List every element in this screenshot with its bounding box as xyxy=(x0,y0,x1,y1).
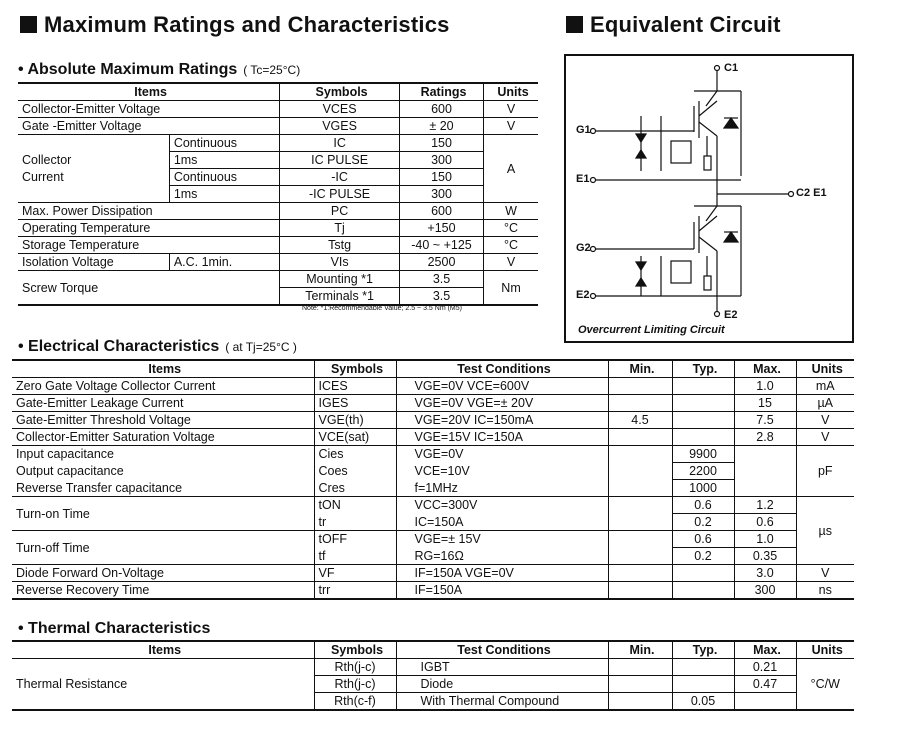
electrical-table: Items Symbols Test Conditions Min. Typ. Max. Units Zero Gate Voltage Collector Current ICES VGE=0V VCE=600V 1.0 mA Gate-Emitter Leakage Current IGES VGE=0V VGE=± 20V 15 µA Gate-Emitter Threshold Voltage VGE(th) VGE=20V IC=150mA 4.5 7.5 V Collector-Emitter Saturation Voltage VCE(sat) VGE=15V IC=150A 2.8 V Input capacitance Cies VGE=0V 9900 pF Output capacitance Coes VCE=10V 2200 Reverse Transfer capacitance Cres f=1MHz 1000 Turn-on Time tON VCC=300V 0.6 1.2 µs tr IC=150A 0.2 0.6 Turn-off Time tOFF VGE=± 15V 0.6 1.0 tf RG=16Ω 0.2 0.35 Diode Forward On-Voltage VF IF=150A VGE=0V 3.0 V Reverse Recovery Time trr IF=150A 300 ns xyxy=(12,359,854,600)
table-row: 1ms -IC PULSE 300 xyxy=(18,186,538,203)
note: Note: *1:Recommendable Value; 2.5 ~ 3.5 Nm (M5) xyxy=(302,305,462,312)
table-row: tr IC=150A 0.2 0.6 xyxy=(12,514,854,531)
table-row: Collector Current Continuous IC 150 A xyxy=(18,135,538,152)
terminal-c1: C1 xyxy=(724,62,739,74)
table-row: Collector-Emitter Voltage VCES 600 V xyxy=(18,101,538,118)
table-row: Thermal Resistance Rth(j-c) IGBT 0.21 °C/W xyxy=(12,659,854,676)
electrical-title: • Electrical Characteristics ( at Tj=25°C ) xyxy=(18,338,297,355)
overcurrent-label: Overcurrent Limiting Circuit xyxy=(578,324,725,336)
table-row: Max. Power Dissipation PC 600 W xyxy=(18,203,538,220)
abs-max-table xyxy=(18,82,538,306)
max-ratings-title: Maximum Ratings and Characteristics xyxy=(20,12,450,38)
table-row: Gate-Emitter Leakage Current IGES VGE=0V VGE=± 20V 15 µA xyxy=(12,395,854,412)
table-row: Diode Forward On-Voltage VF IF=150A VGE=0V 3.0 V xyxy=(12,565,854,582)
table-row: Rth(c-f) With Thermal Compound 0.05 xyxy=(12,693,854,711)
table-row: Terminals *1 3.5 xyxy=(18,288,538,306)
table-row: Zero Gate Voltage Collector Current ICES VGE=0V VCE=600V 1.0 mA xyxy=(12,378,854,395)
equivalent-circuit-diagram xyxy=(564,54,854,343)
thermal-table: Items Symbols Test Conditions Min. Typ. Max. Units Thermal Resistance Rth(j-c) IGBT 0.21 °C/W Rth(j-c) Diode 0.47 Rth(c-f) With Thermal Compound 0.05 xyxy=(12,640,854,711)
terminal-g1: G1 xyxy=(576,124,591,136)
terminal-g2: G2 xyxy=(576,242,591,254)
terminal-e1: E1 xyxy=(576,173,590,185)
table-row: Screw Torque Mounting *1 3.5 Nm xyxy=(18,271,538,288)
table-row: Rth(j-c) Diode 0.47 xyxy=(12,676,854,693)
terminal-c2e1: C2 E1 xyxy=(796,187,827,199)
col-items: Items xyxy=(18,83,280,101)
table-row: Isolation Voltage A.C. 1min. VIs 2500 V xyxy=(18,254,538,271)
table-row: 1ms IC PULSE 300 xyxy=(18,152,538,169)
table-row: Input capacitance Cies VGE=0V 9900 pF xyxy=(12,446,854,463)
col-symbols: Symbols xyxy=(280,83,400,101)
table-row: Turn-on Time tON VCC=300V 0.6 1.2 µs xyxy=(12,497,854,514)
table-row: Continuous -IC 150 xyxy=(18,169,538,186)
table-row: Reverse Transfer capacitance Cres f=1MHz 1000 xyxy=(12,480,854,497)
terminal-e2: E2 xyxy=(576,289,590,301)
abs-max-title: • Absolute Maximum Ratings ( Tc=25°C) xyxy=(18,61,301,78)
table-row: tf RG=16Ω 0.2 0.35 xyxy=(12,548,854,565)
col-units: Units xyxy=(484,83,538,101)
equivalent-circuit-title: Equivalent Circuit xyxy=(566,12,781,38)
table-row: Reverse Recovery Time trr IF=150A 300 ns xyxy=(12,582,854,600)
square-bullet-icon xyxy=(566,16,583,33)
table-row: Collector-Emitter Saturation Voltage VCE(sat) VGE=15V IC=150A 2.8 V xyxy=(12,429,854,446)
terminal-e2-bottom: E2 xyxy=(724,309,738,321)
table-row: Operating Temperature Tj +150 °C xyxy=(18,220,538,237)
table-row: Gate-Emitter Threshold Voltage VGE(th) VGE=20V IC=150mA 4.5 7.5 V xyxy=(12,412,854,429)
table-row: Storage Temperature Tstg -40 ~ +125 °C xyxy=(18,237,538,254)
table-row: Turn-off Time tOFF VGE=± 15V 0.6 1.0 xyxy=(12,531,854,548)
table-row: Gate -Emitter Voltage VGES ± 20 V xyxy=(18,118,538,135)
square-bullet-icon xyxy=(20,16,37,33)
table-row: Output capacitance Coes VCE=10V 2200 xyxy=(12,463,854,480)
thermal-title: • Thermal Characteristics xyxy=(18,620,211,637)
col-ratings: Ratings xyxy=(399,83,483,101)
